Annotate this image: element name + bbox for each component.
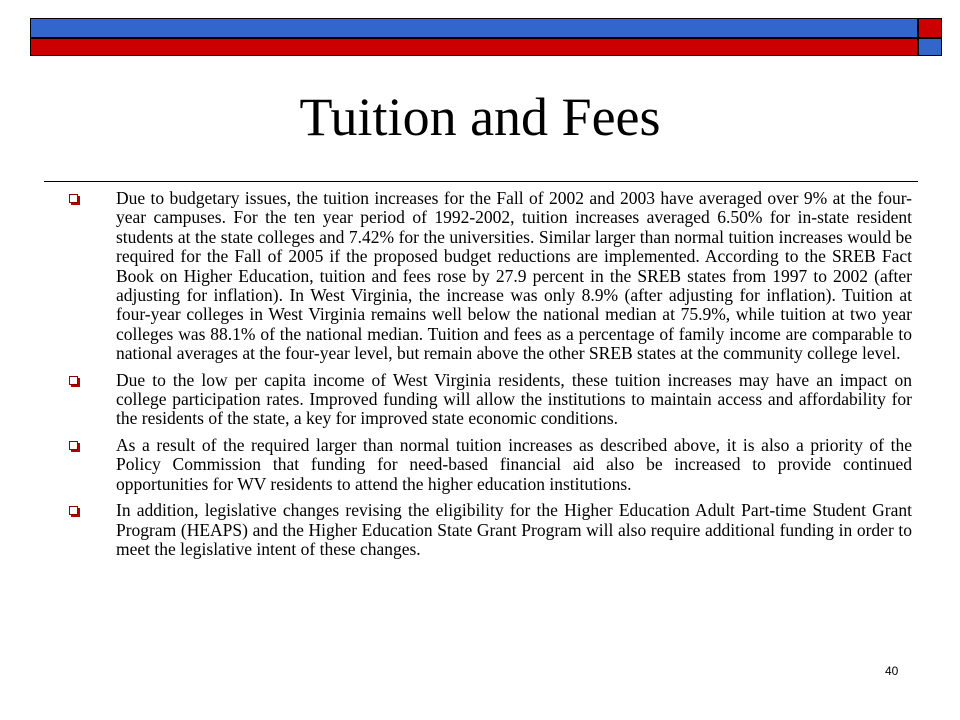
hollow-square-bullet-icon <box>69 506 78 515</box>
slide-title: Tuition and Fees <box>299 87 661 147</box>
bullet-item <box>60 436 912 494</box>
bullet-text: As a result of the required larger than normal tuition increases as described above, it is also a priority of the Policy Commission that funding for need-based financial aid also be increased to provide continued opportunities for WV residents to attend the higher education institutions. <box>116 434 912 494</box>
bullet-list <box>60 189 912 566</box>
bullet-item <box>60 501 912 559</box>
header-square-red <box>918 18 942 38</box>
bullet-text: In addition, legislative changes revising the eligibility for the Higher Education Adult Part-time Student Grant Program (HEAPS) and the Higher Education State Grant Program will also require additional funding in order to meet the legislative intent of these changes. <box>116 500 912 559</box>
hollow-square-bullet-icon <box>69 441 78 450</box>
bullet-item <box>60 371 912 429</box>
header-bar-blue <box>30 18 918 38</box>
title-divider <box>44 181 918 182</box>
bullet-item <box>60 189 912 364</box>
hollow-square-bullet-icon <box>69 376 78 385</box>
header-square-blue <box>918 38 942 56</box>
bullet-text: Due to budgetary issues, the tuition increases for the Fall of 2002 and 2003 have averaged over 9% at the four-year campuses. For the ten year period of 1992-2002, tuition increases averaged 6.50% for in-state resident students at the state colleges and 7.42% for the universities. Similar larger than normal tuition increases would be required for the Fall of 2005 if the proposed budget reductions are implemented. According to the SREB Fact Book on Higher Education, tuition and fees rose by 27.9 percent in the SREB states from 1997 to 2002 (after adjusting for inflation). In West Virginia, the increase was only 8.9% (after adjusting for inflation). Tuition at four-year colleges in West Virginia remains well below the national median at 75.9%, while tuition at two year colleges was 88.1% of the national median. Tuition and fees as a percentage of family income are comparable to national averages at the four-year level, but remain above the other SREB states at the community college level. <box>116 188 912 364</box>
hollow-square-bullet-icon <box>69 194 78 203</box>
page-number: 40 <box>885 664 899 678</box>
bullet-text: Due to the low per capita income of West Virginia residents, these tuition increases may have an impact on college participation rates. Improved funding will allow the institutions to maintain access and affordability for the residents of the state, a key for improved state economic conditions. <box>116 369 912 429</box>
header-bar-red <box>30 38 918 56</box>
